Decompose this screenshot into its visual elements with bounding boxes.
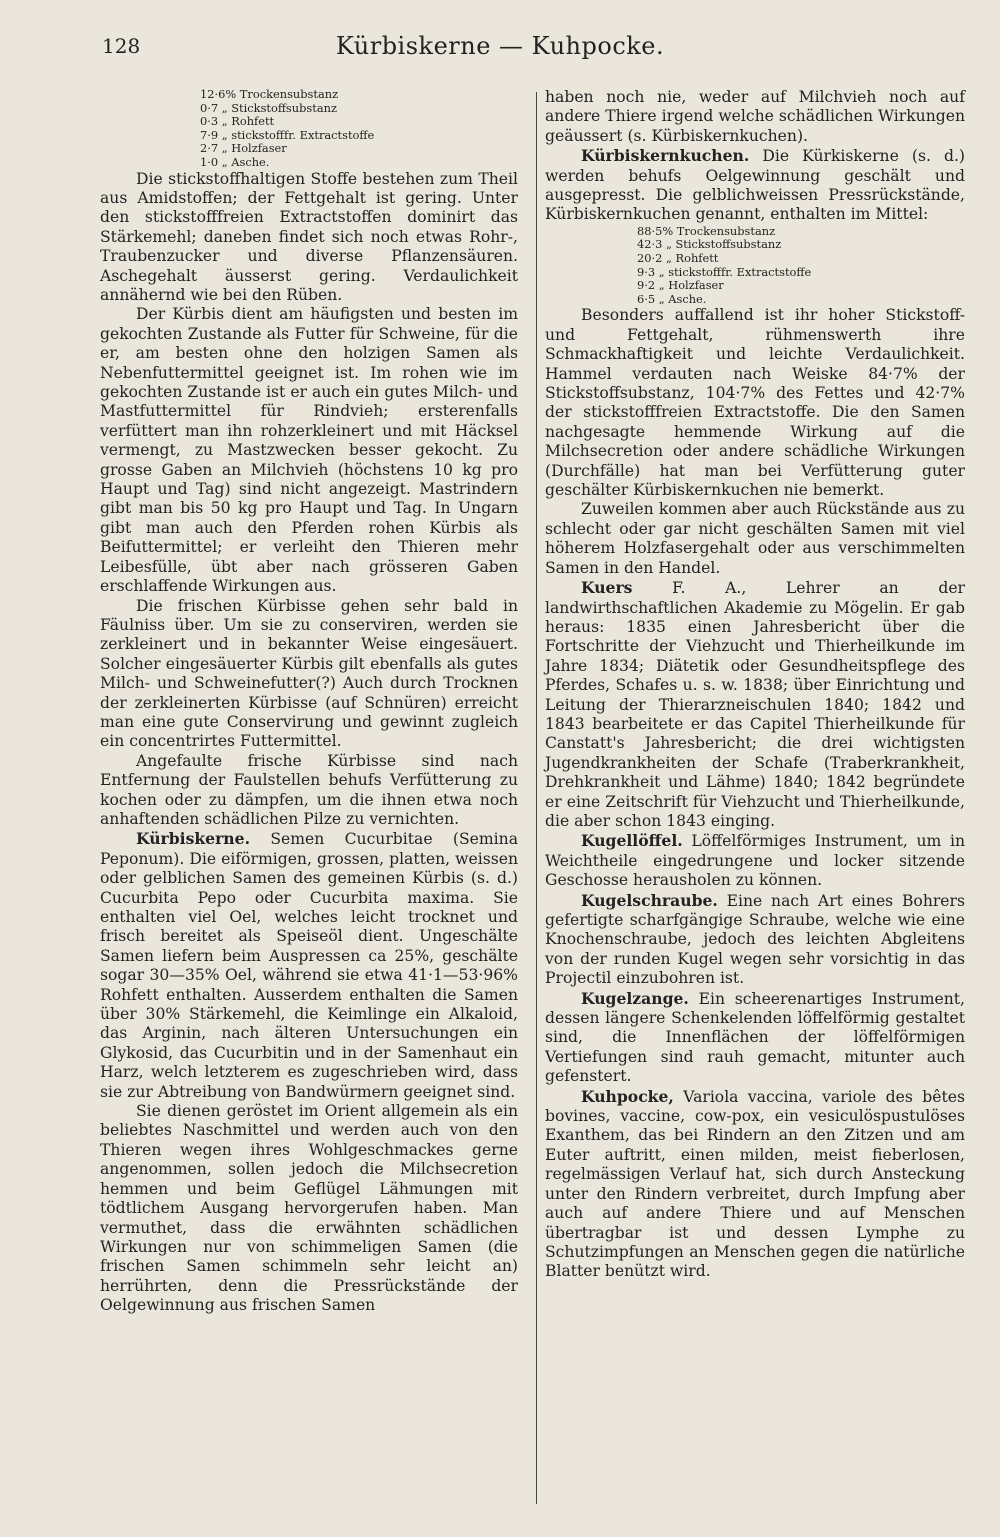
headword: Kuers (581, 578, 633, 598)
paragraph: haben noch nie, weder auf Milchvieh noch auf andere Thiere irgend welche schädlichen Wirkungen geäussert (s. Kürbiskernkuchen). (545, 88, 965, 145)
composition-row: 6·5 „ Asche. (637, 291, 707, 306)
composition-table-pumpkin (100, 88, 518, 170)
paragraph: Die frischen Kürbisse gehen sehr bald in Fäulniss über. Um sie zu conserviren, werden sie zerkleinert und in bekannter Weise eingesäuert. Solcher eingesäuerter Kürbis gilt ebenfalls als gutes Milch- und Schweinefutter(?) Auch durch Trocknen der zerkleinerten Kürbisse (auf Schnüren) erreicht man eine gute Conservirung und gewinnt zugleich ein concentrirtes Futtermittel. (100, 596, 518, 751)
entry-text: Ein scheerenartiges Instrument, dessen längere Schenkelenden löffelförmig gestaltet sind, die Innenflächen der löffelförmigen Vertiefungen sind rauh gemacht, mitunter auch gefenstert. (545, 989, 965, 1086)
entry-text: Die Kürkiskerne (s. d.) werden behufs Oelgewinnung geschält und ausgepresst. Die gelblichweissen Pressrückstände, Kürbiskernkuchen genannt, enthalten im Mittel: (545, 147, 965, 224)
headword: Kugelzange. (581, 988, 689, 1008)
entry-kuerbiskerne (100, 829, 518, 1102)
entry-text: Eine nach Art eines Bohrers gefertigte scharfgängige Schraube, welche wie eine Knochenschraube, jedoch des leichten Abgleitens von der runden Kugel wegen sehr vorsichtig in das Projectil einzubohren ist. (545, 891, 965, 988)
paragraph: Die stickstoffhaltigen Stoffe bestehen zum Theil aus Amidstoffen; der Fettgehalt ist gering. Unter den stickstofffreien Extractstoffen dominirt das Stärkemehl; daneben findet sich noch etwas Rohr-, Traubenzucker und diverse Pflanzensäuren. Aschegehalt äusserst gering. Verdaulichkeit annähernd wie bei den Rüben. (100, 169, 518, 304)
composition-row: 88·5% Trockensubstanz (637, 223, 776, 238)
entry-text: Löffelförmiges Instrument, um in Weichtheile eingedrungene und locker sitzende Geschosse herausholen zu können. (545, 832, 965, 890)
entry-kugelzange (545, 989, 965, 1087)
headword: Kugellöffel. (581, 831, 683, 851)
paragraph: Besonders auffallend ist ihr hoher Stickstoff- und Fettgehalt, rühmenswerth ihre Schmackhaftigkeit und leichte Verdaulichkeit. Hammel verdauten nach Weiske 84·7% der Stickstoffsubstanz, 104·7% des Fettes und 42·7% der stickstofffreien Extractstoffe. Die den Samen nachgesagte hemmende Wirkung auf die Milchsecretion oder andere schädliche Wirkungen (Durchfälle) hat man bei Verfütterung guter geschälter Kürbiskernkuchen nie bemerkt. (545, 306, 965, 500)
composition-row: 7·9 „ stickstofffr. Extractstoffe (200, 127, 375, 142)
composition-row: 42·3 „ Stickstoffsubstanz (637, 237, 782, 252)
composition-row: 9·3 „ stickstofffr. Extractstoffe (637, 264, 812, 279)
left-column (100, 88, 518, 1316)
composition-table-seedcake (545, 225, 965, 307)
entry-kuerbiskernkuchen (545, 146, 965, 225)
column-rule (536, 92, 537, 1504)
composition-row: 9·2 „ Holzfaser (637, 278, 724, 293)
entry-kugelloeffel (545, 831, 965, 890)
entry-kugelschraube (545, 891, 965, 989)
composition-row: 0·7 „ Stickstoffsubstanz (200, 100, 337, 115)
headword: Kuhpocke, (581, 1086, 674, 1106)
composition-row: 20·2 „ Rohfett (637, 251, 719, 266)
paragraph: Angefaulte frische Kürbisse sind nach Entfernung der Faulstellen behufs Verfütterung zu kochen oder zu dämpfen, um die ihnen etwa noch anhaftenden schädlichen Pilze zu vernichten. (100, 751, 518, 828)
entry-text: Semen Cucurbitae (Semina Peponum). Die eiförmigen, grossen, platten, weissen oder gelblichen Samen des gemeinen Kürbis (s. d.) Cucurbita Pepo oder Cucurbita maxima. Sie enthalten viel Oel, welches leicht trocknet und frisch bereitet als Speiseöl dient. Ungeschälte Samen liefern beim Auspressen ca 25%, geschälte sogar 30—35% Oel, während sie etwa 41·1—53·96% Rohfett enthalten. Ausserdem enthalten die Samen über 30% Stärkemehl, die Keimlinge ein Alkaloid, das Arginin, nach älteren Untersuchungen ein Glykosid, das Cucurbitin und in der Samenhaut ein Harz, welch letzterem es zugeschrieben wird, dass sie zur Abtreibung von Bandwürmern geeignet sind. (100, 830, 518, 1101)
entry-text: F. A., Lehrer an der landwirthschaftlichen Akademie zu Mögelin. Er gab heraus: 1835 einen Jahresbericht über die Fortschritte der Viehzucht und Thierheilkunde im Jahre 1834; Diätetik oder Gesundheitspflege des Pferdes, Schafes u. s. w. 1838; über Einrichtung und Leitung der Thierarzneischulen 1840; 1842 und 1843 bearbeitete er das Capitel Thierheilkunde für Canstatt's Jahresbericht; die drei wichtigsten Jugendkrankheiten der Schafe (Traberkrankheit, Drehkrankheit und Lähme) 1840; 1842 begründete er eine Zeitschrift für Viehzucht und Thierheilkunde, die aber schon 1843 einging. (545, 579, 965, 830)
composition-row: 2·7 „ Holzfaser (200, 141, 287, 156)
running-head: Kürbiskerne — Kuhpocke. (335, 32, 665, 60)
entry-text: Variola vaccina, variole des bêtes bovines, vaccine, cow-pox, ein vesiculöspustulöses Exanthem, das bei Rindern an den Zitzen und am Euter auftritt, einen milden, meist fieberlosen, regelmässigen Verlauf hat, sich durch Ansteckung unter den Rindern verbreitet, durch Impfung aber auch auf andere Thiere und auf Menschen übertragbar ist und dessen Lymphe zu Schutzimpfungen an Menschen gegen die natürliche Blatter benützt wird. (545, 1087, 965, 1281)
headword: Kugelschraube. (581, 890, 718, 910)
entry-kuers (545, 578, 965, 831)
composition-row: 1·0 „ Asche. (200, 154, 270, 169)
page-number: 128 (102, 34, 141, 58)
composition-row: 0·3 „ Rohfett (200, 114, 275, 129)
right-column (545, 88, 965, 1282)
entry-kuhpocke (545, 1087, 965, 1282)
paragraph: Sie dienen geröstet im Orient allgemein als ein beliebtes Naschmittel und werden auch von den Thieren wegen ihres Wohlgeschmackes gerne angenommen, sollen jedoch die Milchsecretion hemmen und beim Geflügel Lähmungen mit tödtlichem Ausgang hervorgerufen haben. Man vermuthet, dass die erwähnten schädlichen Wirkungen nur von schimmeligen Samen (die frischen Samen schimmeln sehr leicht an) herrührten, denn die Pressrückstände der Oelgewinnung aus frischen Samen (100, 1102, 518, 1315)
headword: Kürbiskernkuchen. (581, 146, 750, 166)
composition-row: 12·6% Trockensubstanz (200, 87, 339, 101)
paragraph: Zuweilen kommen aber auch Rückstände aus zu schlecht oder gar nicht geschälten Samen mit viel höherem Holzfasergehalt oder aus verschimmelten Samen in den Handel. (545, 500, 965, 577)
headword: Kürbiskerne. (136, 829, 250, 849)
paragraph: Der Kürbis dient am häufigsten und besten im gekochten Zustande als Futter für Schweine, für die er, am besten ohne den holzigen Samen als Nebenfuttermittel geeignet ist. Im rohen wie im gekochten Zustande ist er auch ein gutes Milch- und Mastfuttermittel für Rindvieh; ersterenfalls verfüttert man ihn rohzerkleinert und mit Häcksel vermengt, zu Mastzwecken besser gekocht. Zu grosse Gaben an Milchvieh (höchstens 10 kg pro Haupt und Tag) sind nicht angezeigt. Mastrindern gibt man bis 50 kg pro Haupt und Tag. In Ungarn gibt man auch den Pferden rohen Kürbis als Beifuttermittel; er verleiht den Thieren mehr Leibesfülle, übt aber nach grösseren Gaben erschlaffende Wirkungen aus. (100, 305, 518, 596)
